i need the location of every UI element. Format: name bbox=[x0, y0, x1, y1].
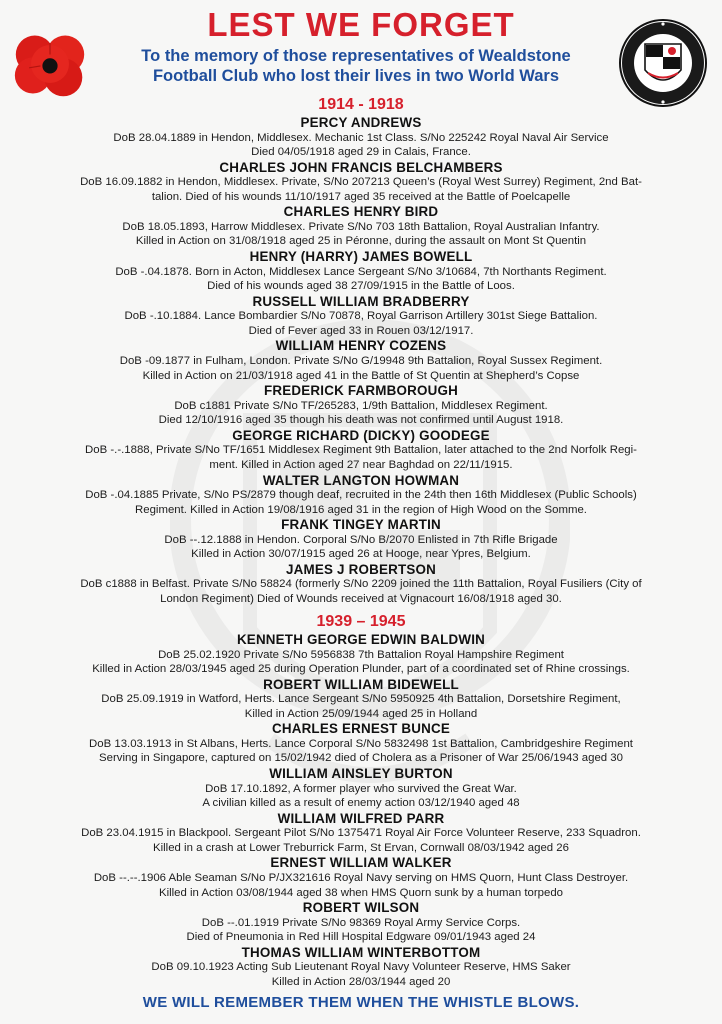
memorial-entry bbox=[4, 204, 718, 249]
era-heading-ww1: 1914 - 1918 bbox=[318, 96, 404, 113]
entry-name: THOMAS WILLIAM WINTERBOTTOM bbox=[241, 944, 481, 960]
memorial-entry bbox=[4, 632, 718, 677]
entry-name: WALTER LANGTON HOWMAN bbox=[262, 472, 460, 488]
entry-detail: DoB 17.10.1892, A former player who survived the Great War. A civilian killed as a result of enemy action 03/12/1940 aged 48 bbox=[202, 782, 520, 810]
subtitle-line-1: To the memory of those representatives of Wealdstone bbox=[141, 47, 571, 65]
entry-name: CHARLES JOHN FRANCIS BELCHAMBERS bbox=[219, 159, 503, 175]
entry-detail: DoB -.04.1885 Private, S/No PS/2879 though deaf, recruited in the 24th then 16th Middlesex (Public Schools) Regiment. Killed in Action 19/08/1916 aged 31 in the region of High Wood on the Somme. bbox=[85, 489, 637, 516]
subtitle-line-2: Football Club who lost their lives in two World Wars bbox=[152, 67, 560, 85]
entry-detail: DoB -.10.1884. Lance Bombardier S/No 70878, Royal Garrison Artillery 301st Siege Battalion. Died of Fever aged 33 in Rouen 03/12/1917. bbox=[124, 310, 598, 337]
entry-detail: DoB -.04.1878. Born in Acton, Middlesex Lance Sergeant S/No 3/10684, 7th Northants Regiment. Died of his wounds aged 38 27/09/1915 in the Battle of Loos. bbox=[115, 265, 607, 293]
memorial-entry bbox=[4, 855, 718, 900]
entry-detail: DoB 09.10.1923 Acting Sub Lieutenant Royal Navy Volunteer Reserve, HMS Saker Killed in Action 28/03/1944 aged 20 bbox=[151, 961, 571, 988]
entry-name: JAMES J ROBERTSON bbox=[286, 561, 436, 577]
entry-name: FREDERICK FARMBOROUGH bbox=[264, 383, 458, 399]
memorial-entry bbox=[4, 473, 718, 518]
memorial-entry bbox=[4, 677, 718, 722]
entry-detail: DoB c1888 in Belfast. Private S/No 58824 (formerly S/No 2209 joined the 11th Battalion, Royal Fusiliers (City of London Regiment) Died of Wounds received at Vignacourt 16/08/1918 aged 30. bbox=[80, 578, 642, 605]
memorial-entry bbox=[4, 338, 718, 383]
entry-name: ROBERT WILSON bbox=[302, 900, 420, 916]
entry-name: HENRY (HARRY) JAMES BOWELL bbox=[249, 249, 473, 265]
entry-detail: DoB 25.09.1919 in Watford, Herts. Lance Sergeant S/No 5950925 4th Battalion, Dorsetshire Regiment, Killed in Action 25/09/1944 aged 25 in Holland bbox=[101, 693, 621, 720]
entry-detail: DoB c1881 Private S/No TF/265283, 1/9th Battalion, Middlesex Regiment. Died 12/10/1916 aged 35 though his death was not confirmed until August 1918. bbox=[158, 399, 564, 427]
entry-name: RUSSELL WILLIAM BRADBERRY bbox=[252, 293, 470, 309]
page-title: LEST WE FORGET bbox=[207, 6, 515, 43]
entry-name: WILLIAM HENRY COZENS bbox=[275, 338, 447, 354]
memorial-entry bbox=[4, 811, 718, 856]
memorial-entry bbox=[4, 160, 718, 205]
section-ww1 bbox=[4, 115, 718, 607]
entry-detail: DoB 18.05.1893, Harrow Middlesex. Private S/No 703 18th Battalion, Royal Australian Infantry. Killed in Action on 31/08/1918 aged 25 in Péronne, during the assault on Mont St Quentin bbox=[122, 220, 600, 248]
page-subtitle bbox=[96, 46, 616, 86]
memorial-entry bbox=[4, 294, 718, 339]
memorial-entry bbox=[4, 945, 718, 990]
memorial-entry bbox=[4, 249, 718, 294]
entry-detail: DoB 23.04.1915 in Blackpool. Sergeant Pilot S/No 1375471 Royal Air Force Volunteer Reserve, 233 Squadron. Killed in a crash at Lower Treburrick Farm, St Ervan, Cornwall 08/03/1942 aged 26 bbox=[81, 827, 641, 854]
memorial-entry bbox=[4, 766, 718, 811]
entry-name: WILLIAM AINSLEY BURTON bbox=[269, 766, 453, 782]
entry-detail: DoB --.12.1888 in Hendon. Corporal S/No B/2070 Enlisted in 7th Rifle Brigade Killed in Action 30/07/1915 aged 26 at Hooge, near Ypres, Belgium. bbox=[164, 533, 558, 561]
memorial-entry bbox=[4, 517, 718, 562]
era-heading-ww2: 1939 – 1945 bbox=[316, 613, 406, 630]
entry-name: KENNETH GEORGE EDWIN BALDWIN bbox=[236, 632, 486, 647]
memorial-entry bbox=[4, 721, 718, 766]
entry-name: PERCY ANDREWS bbox=[300, 115, 422, 130]
entry-detail: DoB 13.03.1913 in St Albans, Herts. Lance Corporal S/No 5832498 1st Battalion, Cambridgeshire Regiment Serving in Singapore, captured on 15/02/1942 died of Cholera as a Prisoner of War 25/06/1943 aged 30 bbox=[89, 737, 633, 765]
entry-detail: DoB -.-.1888, Private S/No TF/1651 Middlesex Regiment 9th Battalion, later attached to the 2nd Norfolk Regi- ment. Killed in Action aged 27 near Baghdad on 22/11/1915. bbox=[85, 444, 637, 471]
entry-name: ERNEST WILLIAM WALKER bbox=[270, 855, 452, 871]
entry-detail: DoB 28.04.1889 in Hendon, Middlesex. Mechanic 1st Class. S/No 225242 Royal Naval Air Service Died 04/05/1918 aged 29 in Calais, France. bbox=[113, 131, 609, 159]
entry-name: GEORGE RICHARD (DICKY) GOODEGE bbox=[232, 427, 490, 443]
entry-detail: DoB -09.1877 in Fulham, London. Private S/No G/19948 9th Battalion, Royal Sussex Regiment. Killed in Action on 21/03/1918 aged 41 in the Battle of St Quentin at Shepherd’s Copse bbox=[119, 354, 603, 382]
entry-name: CHARLES ERNEST BUNCE bbox=[271, 721, 451, 737]
entry-detail: DoB --.01.1919 Private S/No 98369 Royal Army Service Corps. Died of Pneumonia in Red Hill Hospital Edgware 09/01/1943 aged 24 bbox=[186, 916, 536, 944]
memorial-entry bbox=[4, 115, 718, 160]
entry-name: FRANK TINGEY MARTIN bbox=[281, 517, 441, 533]
entry-name: WILLIAM WILFRED PARR bbox=[277, 810, 445, 826]
memorial-entry bbox=[4, 562, 718, 607]
entry-name: CHARLES HENRY BIRD bbox=[283, 204, 439, 220]
entry-detail: DoB 25.02.1920 Private S/No 5956838 7th Battalion Royal Hampshire Regiment Killed in Action 28/03/1945 aged 25 during Operation Plunder, part of a coordinated set of Rhine crossings. bbox=[92, 648, 630, 676]
memorial-entry bbox=[4, 900, 718, 945]
entry-detail: DoB --.--.1906 Able Seaman S/No P/JX321616 Royal Navy serving on HMS Quorn, Hunt Class Destroyer. Killed in Action 03/08/1944 aged 38 when HMS Quorn sunk by a human torpedo bbox=[93, 871, 629, 899]
footer-tagline: WE WILL REMEMBER THEM WHEN THE WHISTLE BLOWS. bbox=[142, 994, 580, 1011]
entry-detail: DoB 16.09.1882 in Hendon, Middlesex. Private, S/No 207213 Queen’s (Royal West Surrey) Regiment, 2nd Bat- talion. Died of his wounds 11/10/1917 aged 35 received at the Battle of Poelcapelle bbox=[80, 176, 642, 203]
entry-name: ROBERT WILLIAM BIDEWELL bbox=[263, 676, 459, 692]
memorial-entry bbox=[4, 383, 718, 428]
section-ww2 bbox=[4, 632, 718, 990]
memorial-entry bbox=[4, 428, 718, 473]
